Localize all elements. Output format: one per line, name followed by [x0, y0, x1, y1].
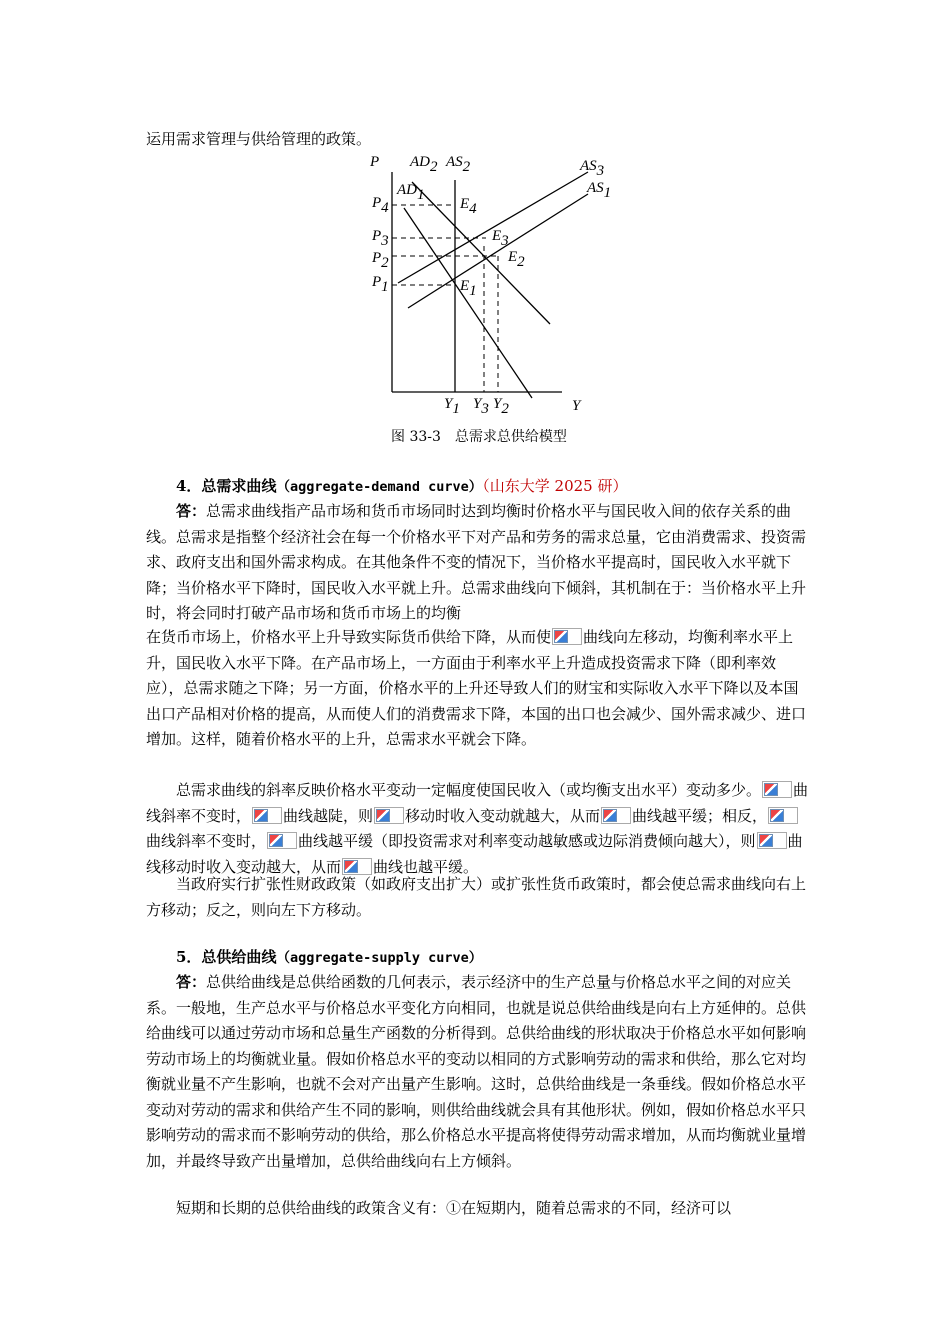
label-p4: P4	[372, 195, 389, 216]
section5-heading	[146, 945, 810, 972]
section5-title-en: （aggregate-supply curve）	[276, 950, 483, 966]
label-y3: Y3	[473, 396, 489, 417]
label-e4: E4	[460, 196, 477, 217]
label-as1: AS1	[587, 180, 612, 201]
label-ad2: AD2	[410, 154, 438, 175]
broken-image-icon	[374, 807, 404, 824]
section4-source: （山东大学 2025 研）	[482, 477, 628, 495]
section5-title: 5．总供给曲线	[176, 948, 277, 966]
broken-image-icon	[267, 832, 297, 849]
section5-answer-label: 答：	[176, 973, 207, 991]
label-e2: E2	[508, 249, 525, 270]
broken-image-icon	[757, 832, 787, 849]
label-ad1: AD1	[397, 182, 425, 203]
ad-as-figure	[362, 150, 622, 425]
section4-title-en: （aggregate-demand curve）	[276, 479, 483, 495]
section4-para3: 当政府实行扩张性财政政策（如政府支出扩大）或扩张性货币政策时，都会使总需求曲线向右上方移动；反之，则向左下方移动。	[146, 875, 807, 919]
label-as2: AS2	[446, 154, 471, 175]
curve-ad2	[412, 182, 550, 324]
section4-para1: 答：总需求曲线指产品市场和货币市场同时达到均衡时价格水平与国民收入间的依存关系的曲线。总需求是指整个经济社会在每一个价格水平下对产品和劳务的需求总量，它由消费需求、投资需求、政府支出和国外需求构成。在其他条件不变的情况下，当价格水平提高时，国民收入水平就下降；当价格水平下降时，国民收入水平就上升。总需求曲线向下倾斜，其机制在于：当价格水平上升时，将会同时打破产品市场和货币市场上的均衡	[146, 502, 807, 622]
label-e1: E1	[460, 278, 477, 299]
section4-para1b: 在货币市场上，价格水平上升导致实际货币供给下降，从而使 曲线向左移动，均衡利率水平上升，国民收入水平下降。在产品市场上，一方面由于利率水平上升造成投资需求下降（即利率效应），总需求随之下降；另一方面，价格水平的上升还导致人们的财宝和实际收入水平下降以及本国出口产品相对价格的提高，从而使人们的消费需求下降，本国的出口也会减少、国外需求减少、进口增加。这样，随着价格水平的上升，总需求水平就会下降。	[146, 628, 807, 748]
section5-para2: 短期和长期的总供给曲线的政策含义有：①在短期内，随着总需求的不同，经济可以	[176, 1199, 732, 1217]
section5-para1: 答：总供给曲线是总供给函数的几何表示，表示经济中的生产总量与价格总水平之间的对应关系。一般地，生产总水平与价格总水平变化方向相同，也就是说总供给曲线是向右上方延伸的。总供给曲线可以通过劳动市场和总量生产函数的分析得到。总供给曲线的形状取决于价格总水平如何影响劳动市场上的均衡就业量。假如价格总水平的变动以相同的方式影响劳动的需求和供给，那么它对均衡就业量不产生影响，也就不会对产出量产生影响。这时，总供给曲线是一条垂线。假如价格总水平变动对劳动的需求和供给产生不同的影响，则供给曲线就会具有其他形状。例如，假如价格总水平只影响劳动的需求而不影响劳动的供给，那么价格总水平提高将使得劳动需求增加，从而均衡就业量增加，并最终导致产出量增加，总供给曲线向右上方倾斜。	[146, 973, 807, 1170]
section4-para2: 总需求曲线的斜率反映价格水平变动一定幅度使国民收入（或均衡支出水平）变动多少。 曲线斜率不变时， 曲线越陡，则 移动时收入变动就越大，从而 曲线越平缓；相反， 曲线斜率不变时， 曲线越平缓（即投资需求对利率变动越敏感或边际消费倾向越大），则 曲线移动时收入变动越大，从而 曲线也越平缓。	[146, 781, 809, 876]
section4-title: 4．总需求曲线	[176, 477, 277, 495]
broken-image-icon	[252, 807, 282, 824]
label-y1: Y1	[444, 396, 460, 417]
figure-caption: 图 33-3 总需求总供给模型	[391, 429, 567, 445]
curve-ad1	[404, 208, 532, 398]
broken-image-icon	[552, 628, 582, 645]
broken-image-icon	[768, 807, 798, 824]
section4-answer-label: 答：	[176, 502, 207, 520]
broken-image-icon	[762, 781, 792, 798]
label-as3: AS3	[580, 158, 605, 179]
label-p1: P1	[372, 274, 389, 295]
top-line: 运用需求管理与供给管理的政策。	[146, 130, 372, 148]
curve-as1	[408, 194, 588, 308]
axis-y-label: P	[370, 154, 380, 170]
label-p2: P2	[372, 250, 389, 271]
broken-image-icon	[601, 807, 631, 824]
label-p3: P3	[372, 228, 389, 249]
label-e3: E3	[492, 228, 509, 249]
section4-heading	[146, 474, 810, 501]
axis-x-label: Y	[572, 398, 581, 414]
label-y2: Y2	[493, 396, 509, 417]
